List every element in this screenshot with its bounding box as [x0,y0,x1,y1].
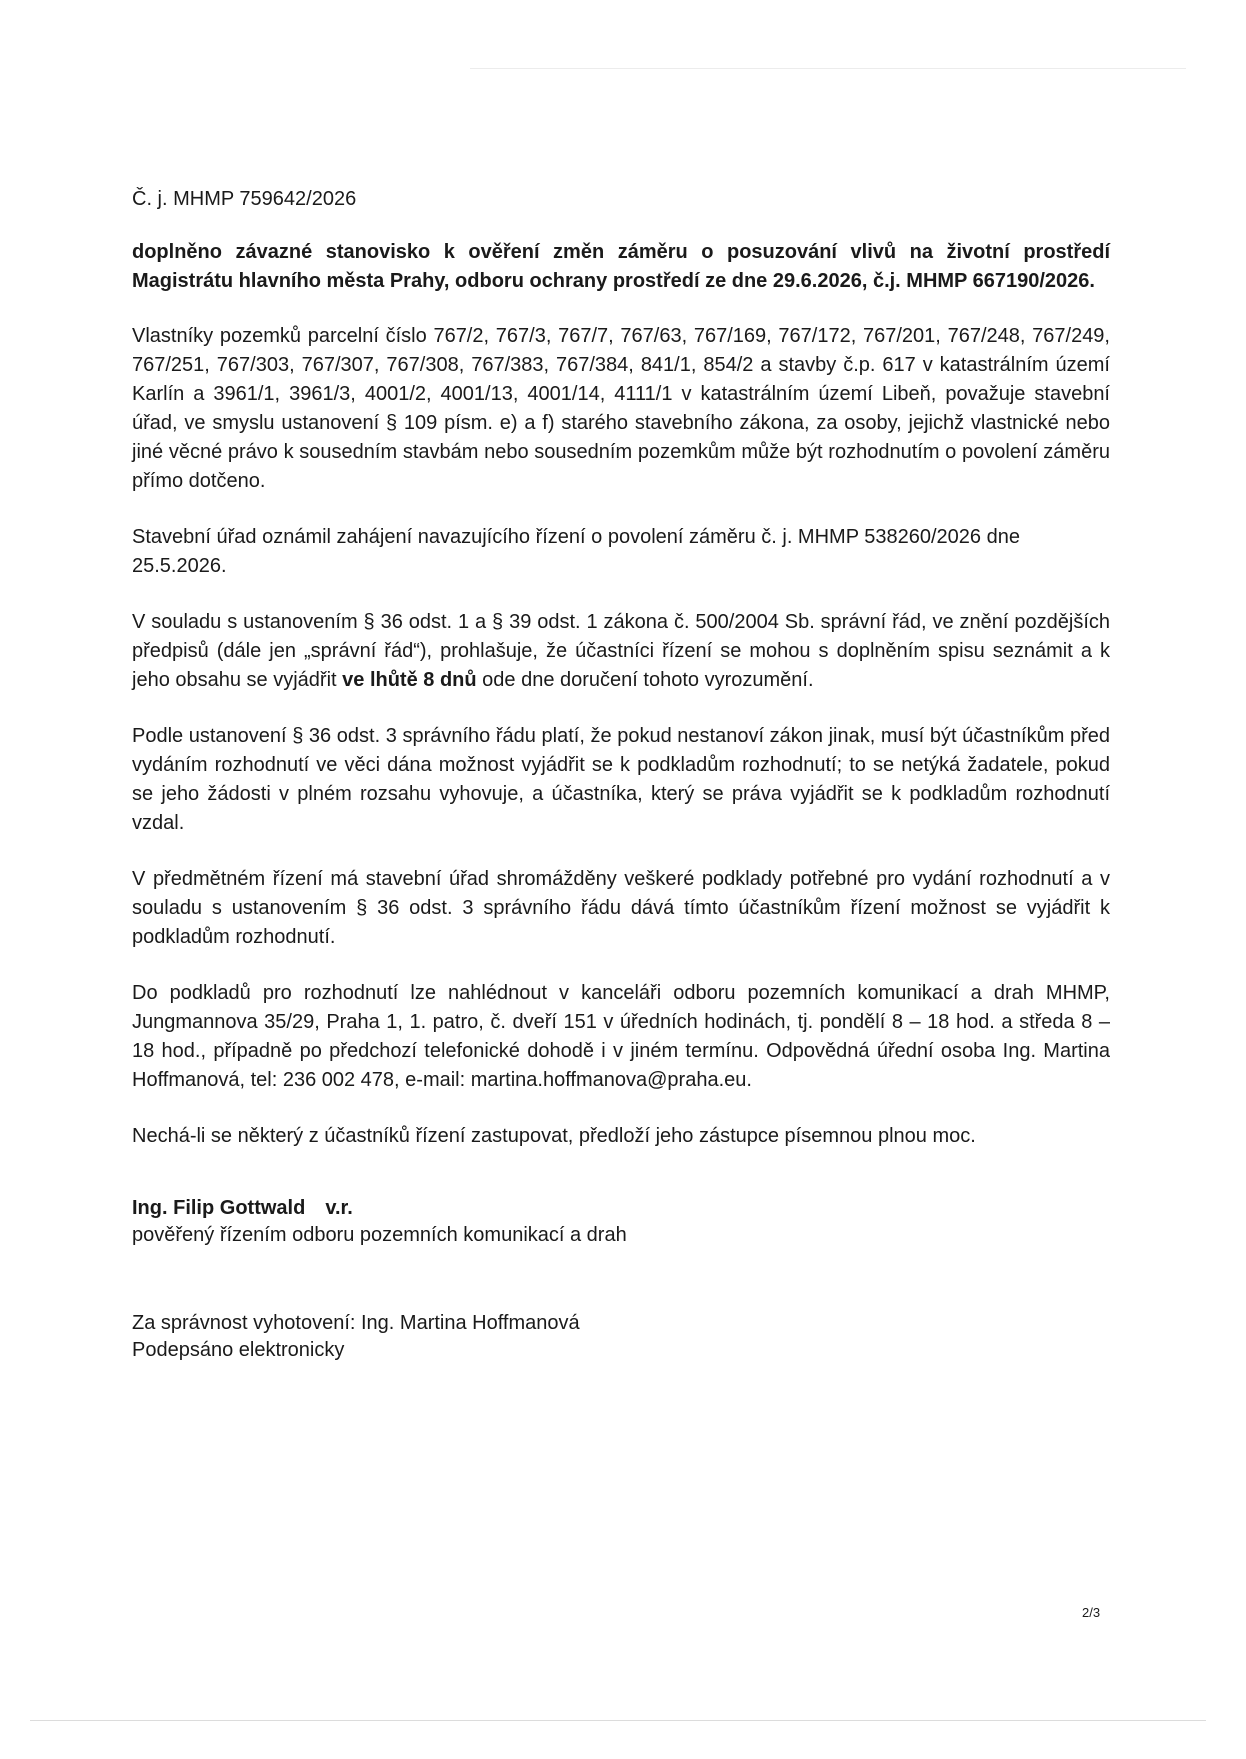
scan-edge-top [470,68,1186,69]
paragraph-rights: Podle ustanovení § 36 odst. 3 správního řádu platí, že pokud nestanoví zákon jinak, musí být účastníkům před vydáním rozhodnutí ve věci dána možnost vyjádřit se k podkladům rozhodnutí; to se netýká žadatele, pokud se jeho žádosti v plném rozsahu vyhovuje, a účastníka, který se práva vyjádřit se k podkladům rozhodnutí vzdal. [132,725,1110,834]
declaration-text-end: ode dne doručení tohoto vyrozumění. [476,669,814,691]
reference-number: Č. j. MHMP 759642/2026 [132,188,357,210]
copy-verification [132,1310,580,1364]
paragraph-inspection: Do podkladů pro rozhodnutí lze nahlédnout v kanceláři odboru pozemních komunikací a drah MHMP, Jungmannova 35/29, Praha 1, 1. patro, č. dveří 151 v úředních hodinách, tj. pondělí 8 – 18 hod. a středa 8 – 18 hod., případně po předchozí telefonické dohodě i v jiném termínu. Odpovědná úřední osoba Ing. Martina Hoffmanová, tel: 236 002 478, e-mail: martina.hoffmanova@praha.eu. [132,982,1110,1091]
signatory-vr: v.r. [325,1197,353,1219]
paragraph-proceedings: Stavební úřad oznámil zahájení navazujícího řízení o povolení záměru č. j. MHMP 538260/2026 dne 25.5.2026. [132,526,1020,577]
paragraph-owners: Vlastníky pozemků parcelní číslo 767/2, 767/3, 767/7, 767/63, 767/169, 767/172, 767/201, 767/248, 767/249, 767/251, 767/303, 767/307, 767/308, 767/383, 767/384, 841/1, 854/2 a stavby č.p. 617 v katastrálním území Karlín a 3961/1, 3961/3, 4001/2, 4001/13, 4001/14, 4111/1 v katastrálním území Libeň, považuje stavební úřad, ve smyslu ustanovení § 109 písm. e) a f) starého stavebního zákona, za osoby, jejichž vlastnické nebo jiné věcné právo k sousedním stavbám nebo sousedním pozemkům může být rozhodnutím o povolení záměru přímo dotčeno. [132,325,1110,492]
deadline: ve lhůtě 8 dnů [342,669,477,691]
paragraph-declaration [132,608,1110,695]
document-body [132,185,1110,1178]
paragraph-representation: Nechá-li se některý z účastníků řízení zastupovat, předloží jeho zástupce písemnou plnou moc. [132,1125,976,1147]
signature-block [132,1195,627,1249]
scan-edge-bottom [30,1720,1206,1721]
signatory-title: pověřený řízením odboru pozemních komunikací a drah [132,1224,627,1246]
page-number: 2/3 [1082,1605,1101,1620]
document-heading: doplněno závazné stanovisko k ověření změn záměru o posuzování vlivů na životní prostředí Magistrátu hlavního města Prahy, odboru ochrany prostředí ze dne 29.6.2026, č.j. MHMP 667190/2026. [132,241,1110,292]
declaration-text: V souladu s ustanovením § 36 odst. 1 a § 39 odst. 1 zákona č. 500/2004 Sb. správní řád, ve znění pozdějších předpisů (dále jen „správní řád“), prohlašuje, že účastníci řízení se mohou s doplněním spisu seznámit a k jeho obsahu se vyjádřit [132,611,1110,691]
electronic-signature-note: Podepsáno elektronicky [132,1339,345,1361]
paragraph-materials: V předmětném řízení má stavební úřad shromážděny veškeré podklady potřebné pro vydání rozhodnutí a v souladu s ustanovením § 36 odst. 3 správního řádu dává tímto účastníkům řízení možnost se vyjádřit k podkladům rozhodnutí. [132,868,1110,948]
copy-line: Za správnost vyhotovení: Ing. Martina Hoffmanová [132,1312,580,1334]
signatory-name: Ing. Filip Gottwald [132,1197,306,1219]
